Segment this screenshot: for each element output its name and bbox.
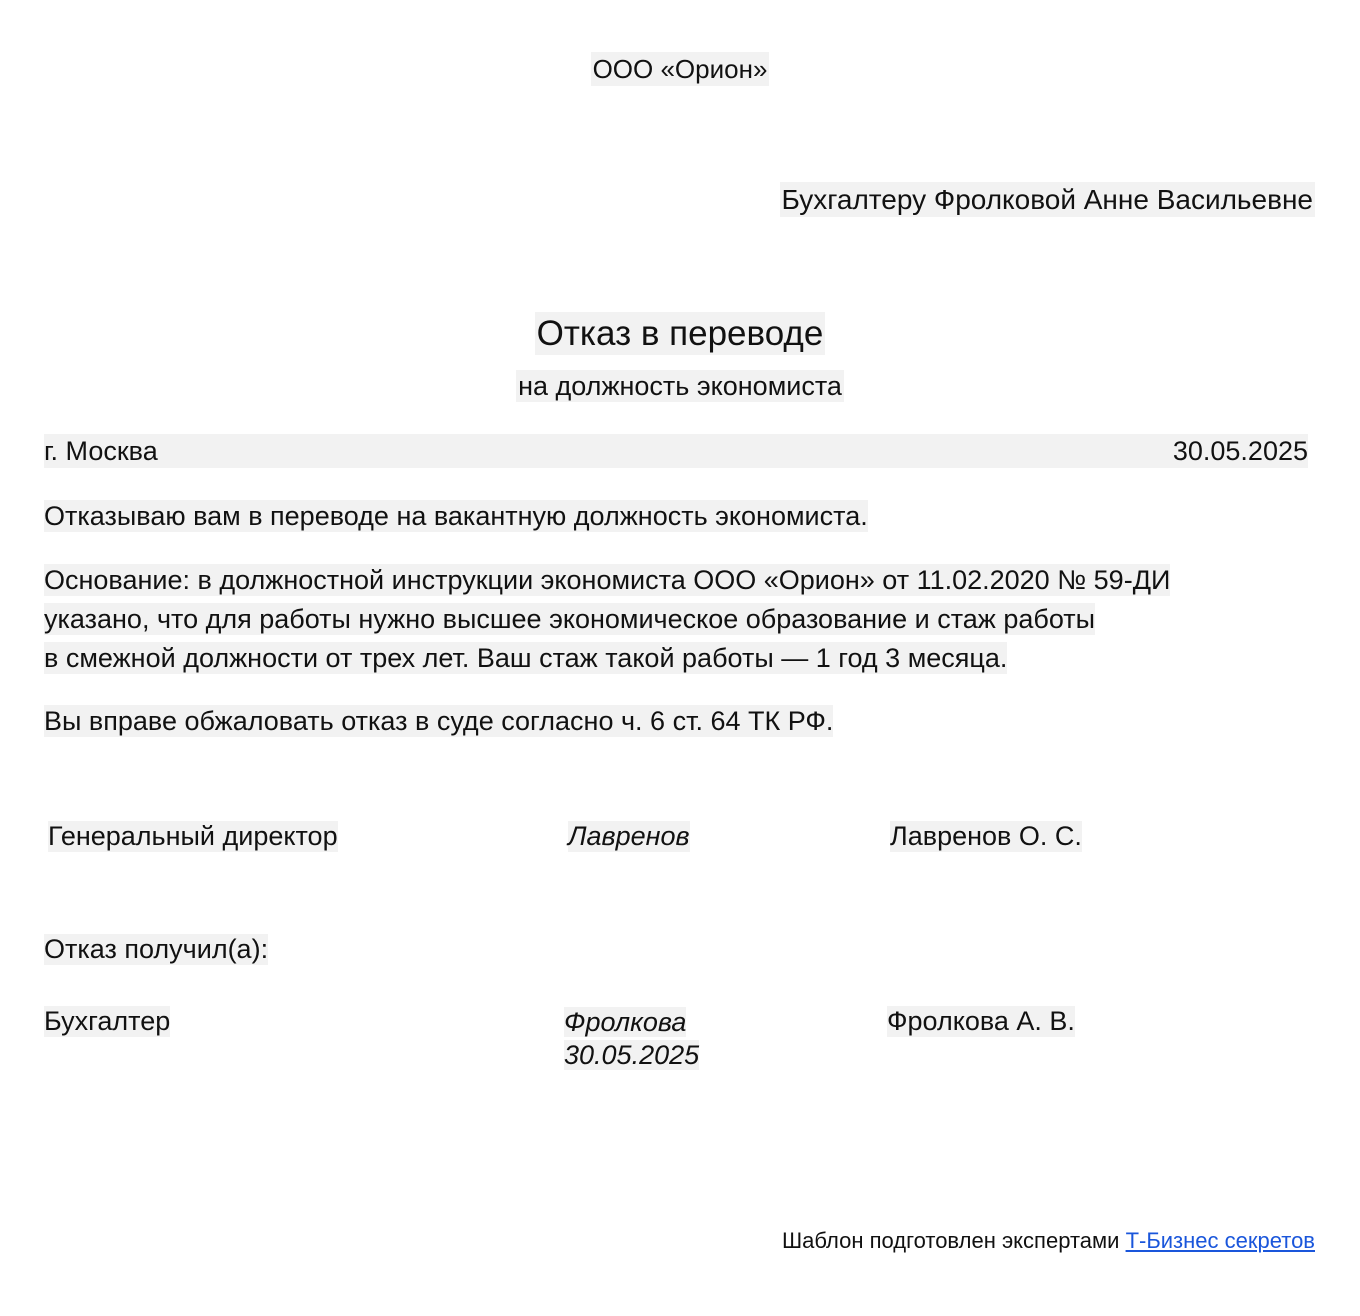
footer-text: Шаблон подготовлен экспертами [781, 1228, 1120, 1253]
director-signature: Лавренов [568, 821, 690, 851]
paragraph-refusal: Отказываю вам в переводе на вакантную должность экономиста. [44, 501, 868, 531]
company-name: ООО «Орион» [592, 54, 768, 84]
basis-line-3: в смежной должности от трех лет. Ваш стаж такой работы — 1 год 3 месяца. [44, 643, 1008, 673]
director-position: Генеральный директор [48, 821, 338, 851]
received-label: Отказ получил(а): [44, 934, 269, 964]
document-date: 30.05.2025 [1172, 436, 1308, 466]
footer-link[interactable]: Т-Бизнес секретов [1125, 1228, 1315, 1253]
employee-signature [564, 1006, 699, 1072]
employee-signature-name: Фролкова [564, 1007, 687, 1037]
employee-position: Бухгалтер [44, 1006, 171, 1036]
document-subtitle: на должность экономиста [518, 371, 842, 401]
basis-line-2: указано, что для работы нужно высшее экономическое образование и стаж работы [44, 604, 1096, 634]
basis-line-1: Основание: в должностной инструкции экономиста ООО «Орион» от 11.02.2020 № 59-ДИ [44, 565, 1171, 595]
document-title: Отказ в переводе [536, 314, 824, 353]
paragraph-basis [44, 561, 1170, 678]
employee-name: Фролкова А. В. [887, 1006, 1075, 1036]
director-name: Лавренов О. С. [890, 821, 1082, 851]
place-date-row [44, 434, 1308, 468]
city-label: г. Москва [44, 436, 158, 466]
recipient-line: Бухгалтеру Фролковой Анне Васильевне [781, 184, 1313, 215]
employee-signature-date: 30.05.2025 [564, 1040, 700, 1070]
footer-credit [782, 1228, 1315, 1254]
paragraph-appeal: Вы вправе обжаловать отказ в суде согласно ч. 6 ст. 64 ТК РФ. [44, 706, 834, 736]
